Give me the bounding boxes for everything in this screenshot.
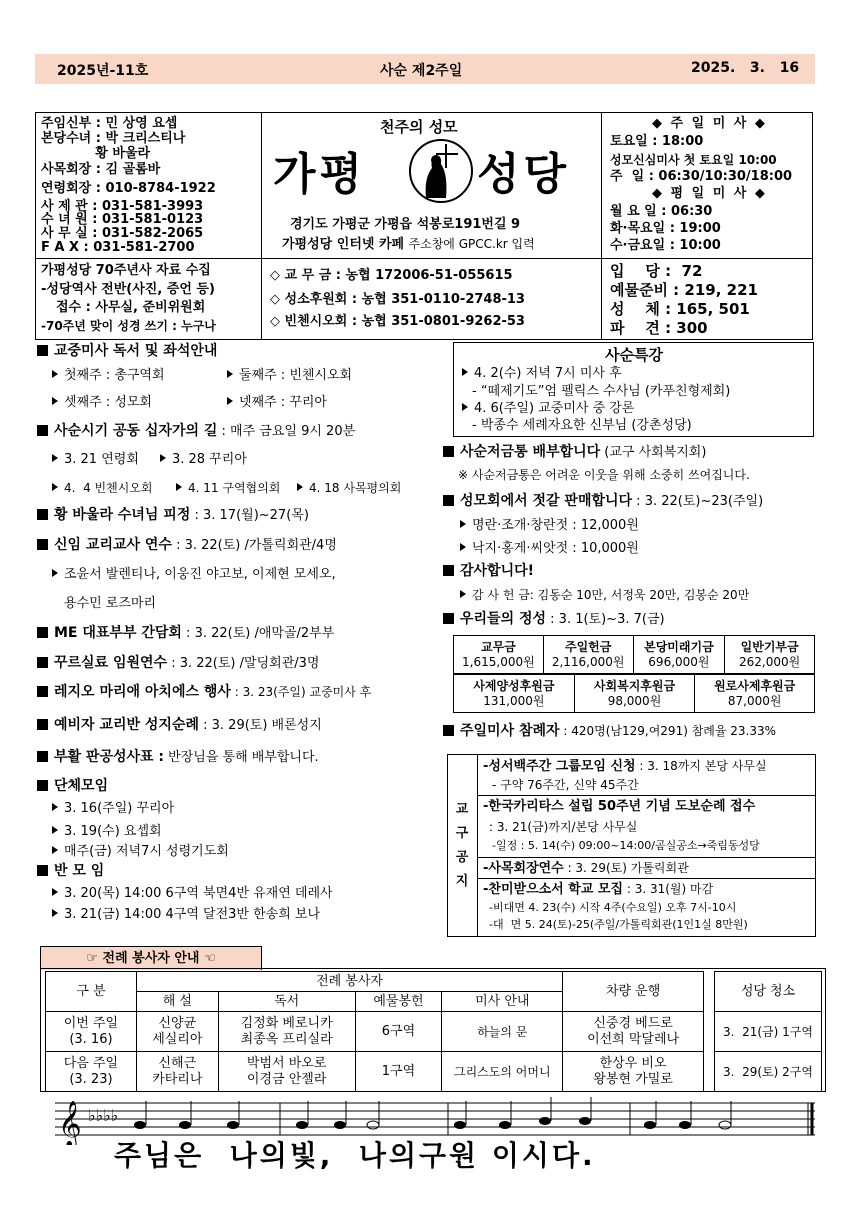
offering-table-2 <box>453 674 815 713</box>
cafe-hint: 주소창에 GPCC.kr 입력 <box>408 237 535 251</box>
section-title: 부활 판공성사표 : <box>54 749 165 765</box>
section-note: ※ 사순저금통은 어려운 이웃을 위해 소중히 쓰여집니다. <box>458 468 750 482</box>
notice-line: 접수 : 사무실, 준비위원회 <box>56 300 206 315</box>
notice-line: : 3. 21(금)까지/본당 사무실 <box>489 820 638 834</box>
stat-line: 입 당 : 72 <box>610 262 703 280</box>
section-title: 레지오 마리애 아치에스 행사 <box>54 684 231 700</box>
section-thanks <box>443 562 534 580</box>
notice-line: -일정 : 5. 14(수) 09:00~14:00/곰실공소→죽림동성당 <box>492 839 760 852</box>
notice-sub: : 3. 29(토) 가톨릭회관 <box>563 861 689 875</box>
section-sub: 반장님을 통해 배부합니다. <box>164 750 319 765</box>
section-sub: : 매주 금요일 9시 20분 <box>217 424 356 439</box>
col-header: 해 설 <box>162 993 192 1009</box>
list-item: 3. 21 연령회 <box>64 452 139 467</box>
offering-label: 사회복지후원금 <box>593 678 676 693</box>
weekday-mass-title: ◆ 평 일 미 사 ◆ <box>652 186 767 201</box>
col-header: 구 분 <box>76 983 106 999</box>
diocese-label: 교 구 공 지 <box>455 802 469 889</box>
section-title: 주일미사 참례자 <box>460 723 560 739</box>
list-item: 매주(금) 저녁7시 성령기도회 <box>64 844 229 859</box>
notice-title: -성서백주간 그룹모임 신청 <box>483 759 636 774</box>
offering-label: 원로사제후원금 <box>714 678 796 693</box>
mass-line: 월 요 일 : 06:30 <box>610 204 713 219</box>
mass-line: 성모신심미사 첫 토요일 10:00 <box>610 153 777 167</box>
list-item: 4. 6(주일) 교중미사 중 강론 <box>474 401 635 416</box>
section-sub: : 3. 29(토) 배론성지 <box>199 718 322 733</box>
staff-line: F A X : 031-581-2700 <box>41 240 195 255</box>
offering-value: 1,615,000원 <box>462 654 535 669</box>
clean-cell: 3. 21(금) 1구역 <box>723 1024 813 1039</box>
notice-sub: : 3. 18까지 본당 사무실 <box>635 759 767 773</box>
offering-value: 98,000원 <box>607 693 662 708</box>
section-title: 반 모 임 <box>54 863 105 879</box>
notice-line: -비대면 4. 23(수) 시작 4주(수요일) 오후 7시-10시 <box>489 901 737 914</box>
col-header: 전례 봉사자 <box>316 973 383 989</box>
section-title: 사순시기 공동 십자가의 길 <box>54 423 218 439</box>
list-item: 감 사 헌 금: 김동순 10만, 서정욱 20만, 김봉순 20만 <box>472 588 750 602</box>
staff-line: 본당수녀 : 박 크리스티나 <box>41 131 186 146</box>
stat-line: 성 체 : 165, 501 <box>610 300 750 318</box>
parish-name-left: 가평 <box>273 149 367 200</box>
list-item: 4. 4 빈첸시오회 <box>64 481 153 495</box>
section-title: 우리들의 정성 <box>460 611 547 627</box>
list-item: 4. 18 사목평의회 <box>309 481 402 495</box>
parish-address: 경기도 가평군 가평읍 석봉로191번길 9 <box>290 217 521 232</box>
list-item: - “떼제기도”엄 펠릭스 수사님 (카푸친형제회) <box>472 384 731 399</box>
notice-line: -대 면 5. 24(토)-25(주일/가톨릭회관(1인1실 8만원) <box>489 918 748 931</box>
account-line: ◇ 빈첸시오회 : 농협 351-0801-9262-53 <box>270 314 525 329</box>
mass-line: 화·목요일 : 19:00 <box>610 221 721 236</box>
list-item: 용수민 로즈마리 <box>64 596 157 611</box>
offering-value: 696,000원 <box>648 654 710 669</box>
staff-line: 수 녀 원 : 031-581-0123 <box>41 212 204 227</box>
stat-line: 파 견 : 300 <box>610 319 708 337</box>
section-stations <box>37 422 355 441</box>
parish-subtitle: 천주의 성모 <box>380 118 458 136</box>
offering-value: 262,000원 <box>739 654 801 669</box>
section-sub: : 3. 17(월)~27(목) <box>190 508 309 523</box>
section-title: ME 대표부부 간담회 <box>54 625 182 641</box>
mass-line: 수·금요일 : 10:00 <box>610 238 721 253</box>
col-header: 예물봉헌 <box>373 993 424 1009</box>
section-mass-reading <box>37 342 217 360</box>
notice-title: -한국카리타스 설립 50주년 기념 도보순례 접수 <box>483 799 756 814</box>
col-header: 독서 <box>274 993 300 1009</box>
section-sub: : 3. 22(토) /말딩회관/3명 <box>167 656 320 671</box>
notice-sub: : 3. 31(월) 마감 <box>623 882 714 896</box>
section-title: 감사합니다! <box>460 563 535 579</box>
section-ban-meeting <box>37 862 104 880</box>
section-cursillo <box>37 654 319 673</box>
section-legio <box>37 683 371 701</box>
section-sub: : 3. 23(주일) 교중미사 후 <box>230 685 372 699</box>
offering-label: 본당미래기금 <box>644 639 714 654</box>
staff-line: 연령회장 : 010-8784-1922 <box>41 181 216 196</box>
section-pilgrimage <box>37 716 322 735</box>
mass-line: 토요일 : 18:00 <box>610 134 704 149</box>
notice-title: -사목회장연수 <box>483 861 564 876</box>
table-row: 다음 주일 (3. 23) 신해근 카타리나 박범서 바오로 이경금 안젤라 1구역 그리스도의 어머니 한상우 비오 왕봉현 가밀로 <box>46 1052 704 1092</box>
issue-date: 2025. 3. 16 <box>691 60 800 76</box>
list-item: 4. 2(수) 저녁 7시 미사 후 <box>474 366 622 381</box>
account-line: ◇ 교 무 금 : 농협 172006-51-055615 <box>270 268 513 283</box>
list-item: 3. 28 꾸리아 <box>172 452 247 467</box>
parish-name-right: 성당 <box>477 149 571 200</box>
offering-label: 일반기부금 <box>740 639 799 654</box>
section-sub: : 420명(남129,여291) 참례율 23.33% <box>559 724 777 738</box>
offering-value: 2,116,000원 <box>551 654 625 669</box>
staff-line: 사목회장 : 김 골롬바 <box>41 162 161 177</box>
header-bar <box>35 54 815 84</box>
list-item: 3. 21(금) 14:00 4구역 달전3반 한송희 보나 <box>64 907 321 922</box>
section-sub: : 3. 1(토)~3. 7(금) <box>546 612 665 627</box>
section-title: 황 바울라 수녀님 피정 <box>54 507 191 523</box>
liturgical-season: 사순 제2주일 <box>380 63 463 79</box>
list-item: 명란·조개·창란젓 : 12,000원 <box>472 518 639 533</box>
issue-number: 2025년-11호 <box>57 63 149 79</box>
section-title: 성모회에서 젓갈 판매합니다 <box>460 493 633 509</box>
cafe-label: 가평성당 인터넷 카페 <box>282 237 405 252</box>
list-item: 3. 19(수) 요셉회 <box>64 824 162 839</box>
stat-line: 예물준비 : 219, 221 <box>610 281 758 299</box>
section-attendance <box>443 722 776 740</box>
section-sub: : 3. 22(토) /가톨릭회관/4명 <box>171 538 337 553</box>
offering-table <box>453 635 815 674</box>
list-item: 3. 16(주일) 꾸리아 <box>64 801 175 816</box>
notice-line: - 구약 76주간, 신약 45주간 <box>492 778 639 792</box>
section-title: 사순저금통 배부합니다 <box>460 444 601 460</box>
notice-line: -70주년 맞이 성경 쓰기 : 누구나 <box>41 319 216 333</box>
staff-line: 주임신부 : 민 상영 요셉 <box>41 116 178 131</box>
svg-text:𝄞: 𝄞 <box>58 1101 82 1145</box>
parish-logo <box>408 138 474 204</box>
table-row: 이번 주일 (3. 16) 신양균 세실리아 김정화 베로니카 최종옥 프리실라 6구역 하늘의 문 신중경 베드로 이선희 막달레나 <box>46 1012 704 1052</box>
offering-value: 131,000원 <box>483 693 545 708</box>
list-item: 넷째주 : 꾸리아 <box>239 395 327 410</box>
section-jeotgal <box>443 492 763 511</box>
mass-line: 주 일 : 06:30/10:30/18:00 <box>610 169 793 184</box>
staff-line: 사 제 관 : 031-581-3993 <box>41 199 204 214</box>
list-item: 낙지·홍게·씨앗젓 : 10,000원 <box>472 541 639 556</box>
cleaning-table <box>714 971 822 1092</box>
offering-label: 사제양성후원금 <box>473 678 555 693</box>
col-header: 차량 운행 <box>605 983 661 999</box>
list-item: 셋째주 : 성모회 <box>64 395 152 410</box>
list-item: 3. 20(목) 14:00 6구역 북면4반 유재연 데레사 <box>64 886 333 901</box>
list-item: - 박종수 세례자요한 신부님 (강촌성당) <box>472 418 692 433</box>
col-header: 미사 안내 <box>475 993 530 1009</box>
section-retreat <box>37 506 309 525</box>
section-savings <box>443 443 706 462</box>
service-table <box>45 971 704 1092</box>
section-offering <box>443 610 665 629</box>
section-me <box>37 624 334 643</box>
svg-text:♭♭♭♭: ♭♭♭♭ <box>88 1106 119 1125</box>
col-header: 성당 청소 <box>740 983 796 999</box>
offering-value: 87,000원 <box>727 693 782 708</box>
lecture-title: 사순특강 <box>605 346 663 364</box>
section-sub: : 3. 22(토)~23(주일) <box>632 494 764 509</box>
list-item: 둘째주 : 빈첸시오회 <box>239 368 353 383</box>
notice-line: 가평성당 70주년사 자료 수집 <box>41 263 211 278</box>
list-item: 4. 11 구역협의회 <box>188 481 281 495</box>
staff-line: 황 바울라 <box>41 146 151 161</box>
section-title: 신임 교리교사 연수 <box>54 537 172 553</box>
song-staff <box>40 1095 826 1175</box>
section-title: 예비자 교리반 성지순례 <box>54 717 199 733</box>
offering-label: 주일헌금 <box>564 639 612 654</box>
song-lyrics: 주님은 나의빛, 나의구원 이시다. <box>114 1139 596 1172</box>
account-line: ◇ 성소후원회 : 농협 351-0110-2748-13 <box>270 292 525 307</box>
notice-line: -성당역사 전반(사진, 증언 등) <box>41 282 215 297</box>
sunday-mass-title: ◆ 주 일 미 사 ◆ <box>652 116 767 131</box>
section-title: 단체모임 <box>54 778 109 794</box>
clean-cell: 3. 29(토) 2구역 <box>723 1064 813 1079</box>
section-title: 교중미사 독서 및 좌석안내 <box>54 343 218 359</box>
section-groups <box>37 777 108 795</box>
list-item: 첫째주 : 총구역회 <box>64 368 165 383</box>
list-item: 조윤서 발렌티나, 이웅진 야고보, 이제현 모세오, <box>64 567 336 582</box>
staff-line: 사 무 실 : 031-582-2065 <box>41 226 204 241</box>
section-title: 꾸르실료 임원연수 <box>54 655 168 671</box>
section-catechist <box>37 536 337 555</box>
section-confession <box>37 748 319 767</box>
section-sub: : 3. 22(토) /애막골/2부부 <box>181 626 335 641</box>
section-sub: (교구 사회복지회) <box>600 445 707 460</box>
notice-title: -찬미받으소서 학교 모집 <box>483 882 624 897</box>
service-tab: ☞ 전례 봉사자 안내 ☜ <box>40 946 262 970</box>
offering-label: 교무금 <box>481 639 516 654</box>
